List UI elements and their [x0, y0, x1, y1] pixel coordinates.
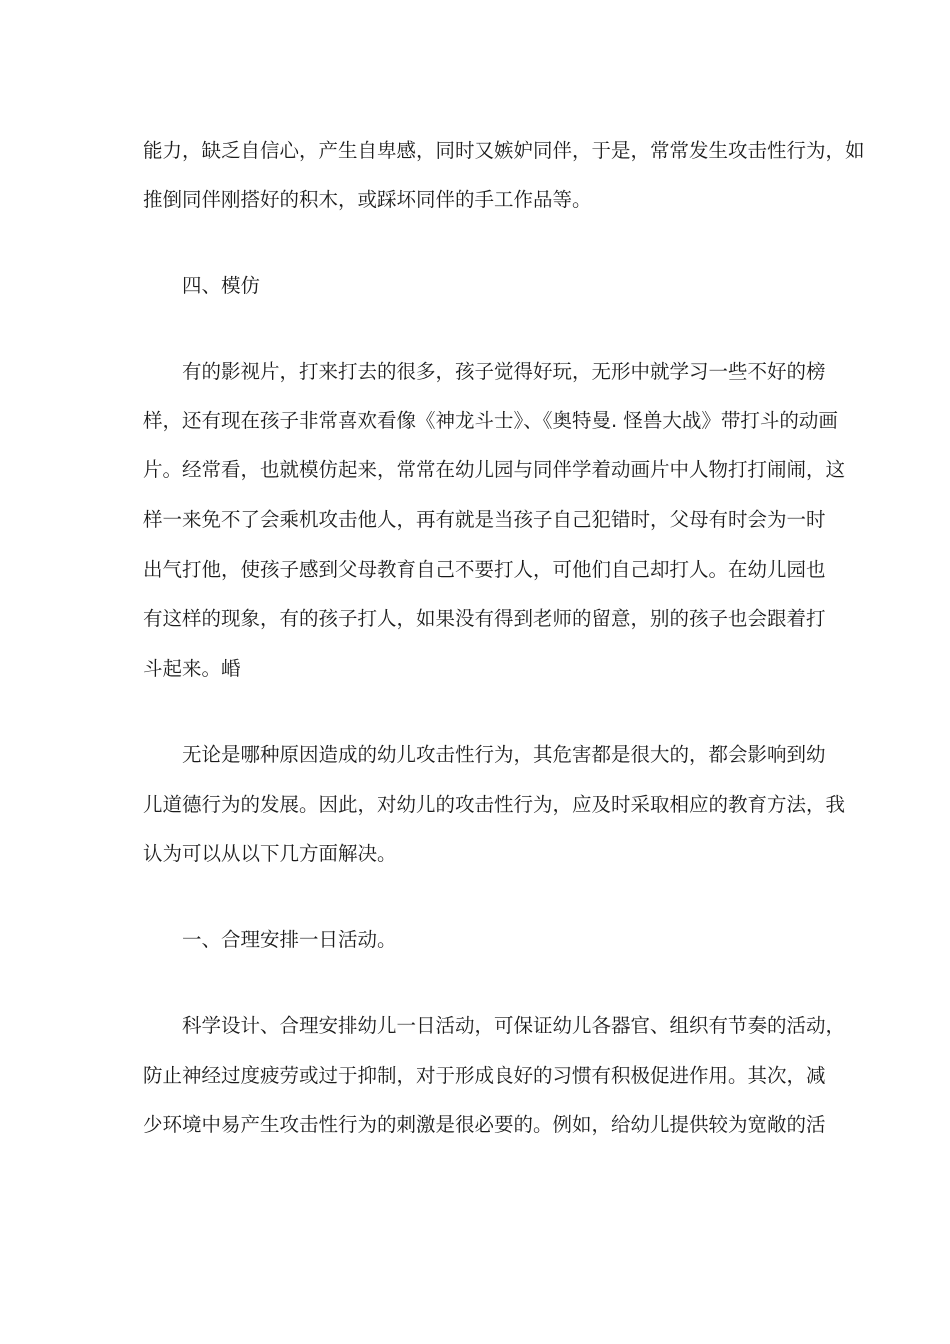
paragraph-2-line-1: 有的影视片，打来打去的很多，孩子觉得好玩，无形中就学习一些不好的榜 — [182, 360, 826, 383]
paragraph-3-line-1: 无论是哪种原因造成的幼儿攻击性行为，其危害都是很大的，都会影响到幼 — [182, 743, 826, 766]
paragraph-1-line-2: 推倒同伴刚搭好的积木，或踩坏同伴的手工作品等。 — [143, 188, 592, 211]
section-heading-imitation: 四、模仿 — [182, 274, 261, 297]
paragraph-2-line-3: 片。经常看，也就模仿起来，常常在幼儿园与同伴学着动画片中人物打打闹闹，这 — [143, 458, 846, 481]
paragraph-2-line-5: 出气打他，使孩子感到父母教育自己不要打人，可他们自己却打人。在幼儿园也 — [143, 558, 826, 581]
paragraph-4-line-2: 防止神经过度疲劳或过于抑制，对于形成良好的习惯有积极促进作用。其次，减 — [143, 1064, 826, 1087]
section-heading-daily-activities: 一、合理安排一日活动。 — [182, 928, 397, 951]
paragraph-3-line-3: 认为可以从以下几方面解决。 — [143, 842, 397, 865]
paragraph-4-line-3: 少环境中易产生攻击性行为的刺激是很必要的。例如，给幼儿提供较为宽敞的活 — [143, 1113, 826, 1136]
paragraph-3-line-2: 儿道德行为的发展。因此，对幼儿的攻击性行为，应及时采取相应的教育方法，我 — [143, 793, 846, 816]
paragraph-2-line-6: 有这样的现象，有的孩子打人，如果没有得到老师的留意，别的孩子也会跟着打 — [143, 607, 826, 630]
paragraph-2-line-7: 斗起来。崏 — [143, 657, 241, 680]
paragraph-1-line-1: 能力，缺乏自信心，产生自卑感，同时又嫉妒同伴，于是，常常发生攻击性行为，如 — [143, 139, 865, 162]
paragraph-2-line-4: 样一来免不了会乘机攻击他人，再有就是当孩子自己犯错时，父母有时会为一时 — [143, 508, 826, 531]
paragraph-4-line-1: 科学设计、合理安排幼儿一日活动，可保证幼儿各器官、组织有节奏的活动， — [182, 1014, 846, 1037]
paragraph-2-line-2: 样，还有现在孩子非常喜欢看像《神龙斗士》、《奥特曼. 怪兽大战》带打斗的动画 — [143, 409, 838, 432]
